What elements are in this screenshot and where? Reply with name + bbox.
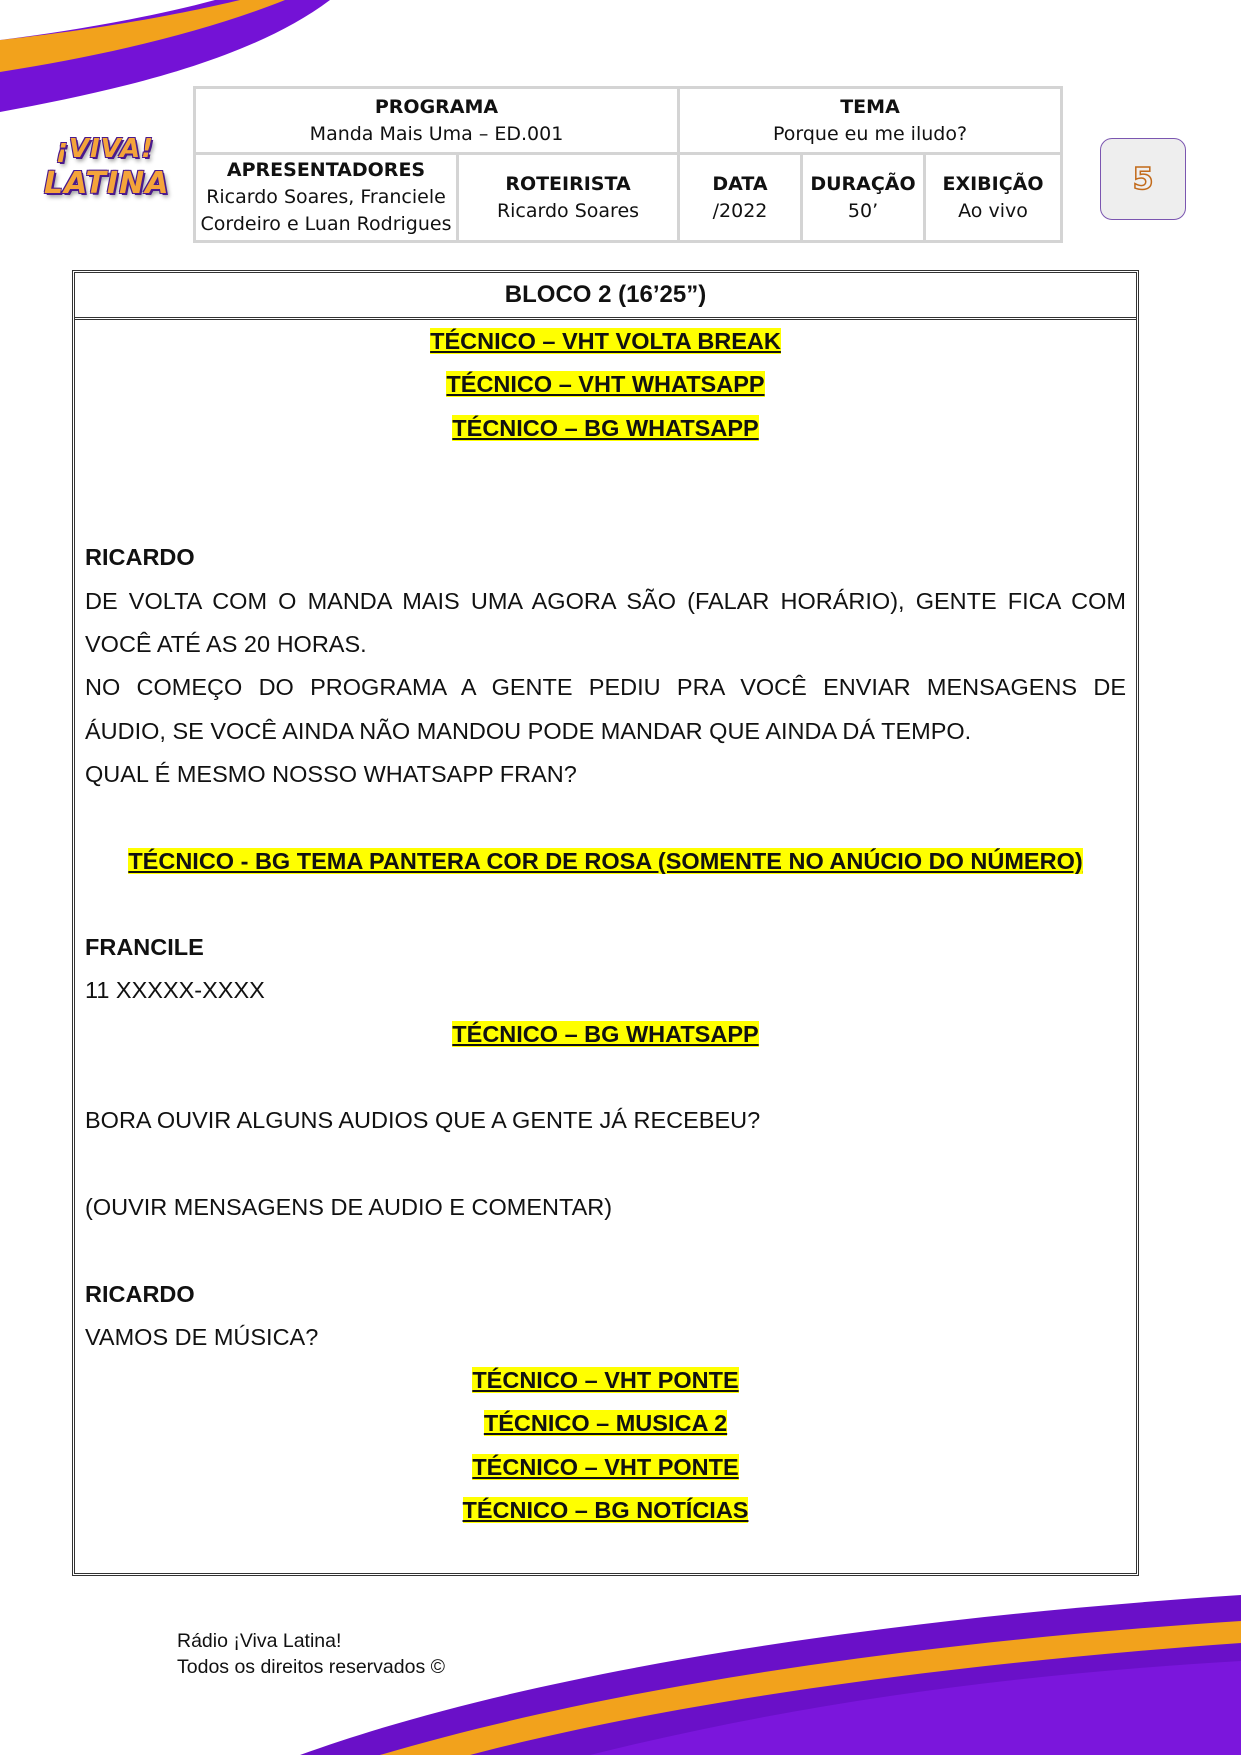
blank-line: [85, 1229, 1126, 1272]
logo-line1: ¡VIVA!: [56, 134, 154, 164]
cue-line: [85, 320, 1126, 363]
dialogue-line: DE VOLTA COM O MANDA MAIS UMA AGORA SÃO (FALAR HORÁRIO), GENTE FICA COM: [85, 587, 1126, 614]
apresentadores-value-1: Ricardo Soares, Franciele: [206, 186, 446, 208]
apresentadores-cell: [195, 154, 458, 242]
duracao-value: 50’: [847, 199, 879, 222]
cue-line: [85, 407, 1126, 450]
programa-label: PROGRAMA: [374, 95, 499, 118]
viva-latina-logo: [44, 130, 170, 210]
cue-line: [85, 1402, 1126, 1445]
cue-line: [85, 1359, 1126, 1402]
cue-line: [85, 363, 1126, 406]
footer-line2: Todos os direitos reservados ©: [177, 1656, 445, 1678]
technical-cue: TÉCNICO – VHT WHATSAPP: [446, 371, 765, 398]
dialogue-line: (OUVIR MENSAGENS DE AUDIO E COMENTAR): [85, 1193, 613, 1220]
cue-line: [85, 840, 1126, 883]
exibicao-cell: [925, 154, 1062, 242]
dialogue-line: ÁUDIO, SE VOCÊ AINDA NÃO MANDOU PODE MANDAR QUE AINDA DÁ TEMPO.: [85, 717, 972, 744]
logo-line2: LATINA: [44, 166, 170, 201]
technical-cue: TÉCNICO - BG TEMA PANTERA COR DE ROSA (SOMENTE NO ANÚCIO DO NÚMERO): [128, 847, 1083, 874]
speaker-name: RICARDO: [85, 544, 195, 571]
cue-line: [85, 1489, 1126, 1532]
blank-line: [85, 883, 1126, 926]
data-value: /2022: [712, 199, 768, 222]
blank-line: [85, 1056, 1126, 1099]
dialogue-line: VOCÊ ATÉ AS 20 HORAS.: [85, 631, 367, 658]
footer: [177, 1628, 445, 1680]
block-title: BLOCO 2 (16’25”): [75, 273, 1136, 320]
technical-cue: TÉCNICO – VHT PONTE: [472, 1367, 739, 1394]
tema-label: TEMA: [840, 95, 900, 118]
dialogue-line: 11 XXXXX-XXXX: [85, 977, 265, 1004]
program-info-table: [193, 86, 1063, 243]
cue-line: [85, 1013, 1126, 1056]
apresentadores-label: APRESENTADORES: [226, 159, 426, 181]
tema-value: Porque eu me iludo?: [772, 122, 968, 145]
speaker-name: RICARDO: [85, 1280, 195, 1307]
cue-line: [85, 1446, 1126, 1489]
programa-value: Manda Mais Uma – ED.001: [309, 122, 564, 145]
data-cell: [679, 154, 802, 242]
block-body: [75, 320, 1136, 1532]
exibicao-value: Ao vivo: [958, 199, 1028, 222]
technical-cue: TÉCNICO – BG NOTÍCIAS: [462, 1497, 749, 1524]
technical-cue: TÉCNICO – MUSICA 2: [483, 1410, 728, 1437]
roteirista-cell: [458, 154, 679, 242]
script-block: [72, 270, 1139, 1576]
data-label: DATA: [712, 172, 768, 195]
programa-cell: [195, 88, 679, 154]
apresentadores-value-2: Cordeiro e Luan Rodrigues: [200, 213, 452, 235]
duracao-label: DURAÇÃO: [810, 172, 916, 195]
footer-line1: Rádio ¡Viva Latina!: [177, 1630, 342, 1652]
technical-cue: TÉCNICO – VHT PONTE: [472, 1453, 739, 1480]
roteirista-label: ROTEIRISTA: [505, 172, 631, 195]
technical-cue: TÉCNICO – VHT VOLTA BREAK: [430, 328, 781, 354]
roteirista-value: Ricardo Soares: [496, 199, 640, 222]
speaker-name: FRANCILE: [85, 934, 204, 961]
page-number-badge: 5: [1100, 138, 1186, 220]
dialogue-line: VAMOS DE MÚSICA?: [85, 1323, 319, 1350]
exibicao-label: EXIBIÇÃO: [942, 172, 1044, 195]
tema-cell: [679, 88, 1062, 154]
blank-line: [85, 796, 1126, 839]
dialogue-line: NO COMEÇO DO PROGRAMA A GENTE PEDIU PRA VOCÊ ENVIAR MENSAGENS DE: [85, 674, 1126, 701]
dialogue-line: QUAL É MESMO NOSSO WHATSAPP FRAN?: [85, 760, 577, 787]
technical-cue: TÉCNICO – BG WHATSAPP: [452, 414, 759, 441]
duracao-cell: [802, 154, 925, 242]
blank-line: [85, 1143, 1126, 1186]
blank-line: [85, 450, 1126, 493]
blank-line: [85, 493, 1126, 536]
dialogue-line: BORA OUVIR ALGUNS AUDIOS QUE A GENTE JÁ RECEBEU?: [85, 1107, 761, 1134]
technical-cue: TÉCNICO – BG WHATSAPP: [452, 1020, 759, 1047]
